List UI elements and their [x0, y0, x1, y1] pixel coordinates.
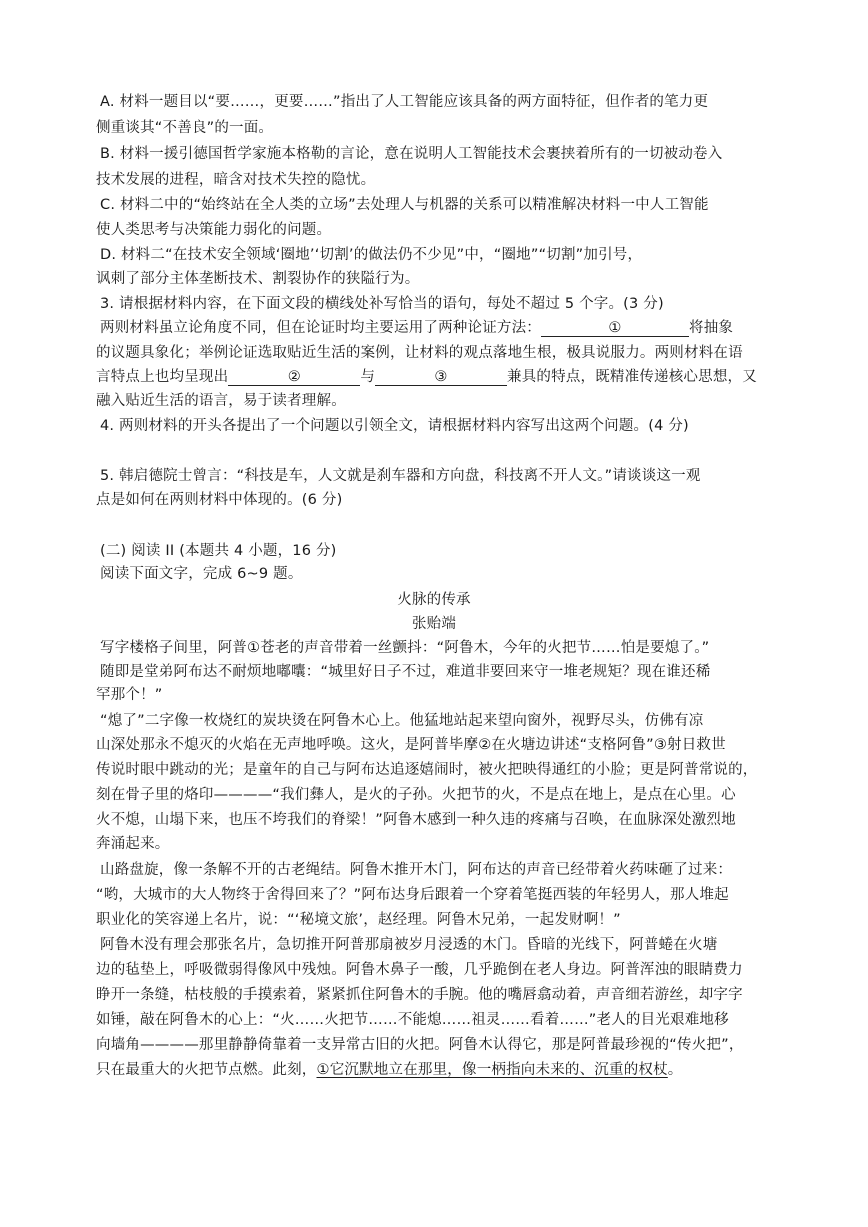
q3-paragraph-line-4: 融入贴近生活的语言，易于读者理解。 [96, 393, 346, 409]
article-author: 张贻端 [411, 616, 457, 632]
article-line-11: “哟，大城市的大人物终于舍得回来了？”阿布达身后跟着一个穿着笔挺西装的年轻男人，那人堆起 [96, 887, 729, 903]
q3-text-between-blanks: 与 [360, 369, 376, 385]
option-b-line-2: 技术发展的进程，暗含对技术失控的隐忧。 [96, 172, 376, 188]
q3-text-before-blank-2: 言特点上也均呈现出 [96, 369, 229, 385]
question-4: 4. 两则材料的开头各提出了一个问题以引领全文，请根据材料内容写出这两个问题。(4 分) [100, 418, 689, 434]
article-line-15: 睁开一条缝，枯枝般的手摸索着，紧紧抓住阿鲁木的手腕。他的嘴唇翕动着，声音细若游丝，却字字 [96, 987, 743, 1003]
option-b-line-1: B. 材料一援引德国哲学家施本格勒的言论，意在说明人工智能技术会裹挟着所有的一切被动卷入 [100, 146, 723, 162]
q3-paragraph-line-1 [100, 317, 800, 339]
underlined-sentence-1: ①它沉默地立在那里，像一柄指向未来的、沉重的权杖 [316, 1062, 668, 1078]
q3-paragraph-line-2: 的议题具象化；举例论证选取贴近生活的案例，让材料的观点落地生根，极具说服力。两则材料在语 [96, 345, 743, 361]
article-line-7: 刻在骨子里的烙印————“我们彝人，是火的子孙。火把节的火，不是点在地上，是点在心里。心 [96, 787, 736, 803]
article-line-5: 山深处那永不熄灭的火焰在无声地呼唤。这火，是阿普毕摩②在火塘边讲述“支格阿鲁”③射日救世 [96, 737, 726, 753]
fill-blank-1[interactable]: ① [541, 319, 689, 337]
option-a-line-1: A. 材料一题目以“要……，更要……”指出了人工智能应该具备的两方面特征，但作者的笔力更 [100, 94, 709, 110]
fill-blank-3[interactable]: ③ [375, 368, 507, 386]
option-a-line-2: 侧重谈其“不善良”的一面。 [96, 120, 274, 136]
option-c-line-1: C. 材料二中的“始终站在全人类的立场”去处理人与机器的关系可以精准解决材料一中人工智能 [100, 197, 709, 213]
question-3: 3. 请根据材料内容，在下面文段的横线处补写恰当的语句，每处不超过 5 个字。(3 分) [100, 296, 664, 312]
article-line-2: 随即是堂弟阿布达不耐烦地嘟囔：“城里好日子不过，难道非要回来守一堆老规矩？现在谁还稀 [100, 664, 711, 680]
question-5-line-1: 5. 韩启德院士曾言：“科技是车，人文就是刹车器和方向盘，科技离不开人文。”请谈谈这一观 [100, 468, 701, 484]
article-line-9: 奔涌起来。 [96, 836, 170, 852]
article-line-18 [96, 1059, 796, 1081]
article-line-6: 传说时眼中跳动的光；是童年的自己与阿布达追逐嬉闹时，被火把映得通红的小脸；更是阿普常说的， [96, 762, 758, 778]
q3-text-before-blank-1: 两则材料虽立论角度不同，但在论证时均主要运用了两种论证方法： [100, 320, 541, 336]
q3-text-after-blank-3: 兼具的特点，既精准传递核心思想，又 [507, 369, 757, 385]
section-instruction: 阅读下面文字，完成 6~9 题。 [100, 566, 303, 582]
article-line-1: 写字楼格子间里，阿普①苍老的声音带着一丝颤抖：“阿鲁木，今年的火把节……怕是要熄了。” [100, 640, 710, 656]
question-5-line-2: 点是如何在两则材料中体现的。(6 分) [96, 492, 343, 508]
article-line-12: 职业化的笑容递上名片，说：“‘秘境文旅’，赵经理。阿鲁木兄弟，一起发财啊！” [96, 912, 621, 928]
article-title: 火脉的传承 [397, 592, 471, 608]
option-d-line-2: 讽刺了部分主体垄断技术、割裂协作的狭隘行为。 [96, 271, 420, 287]
article-line-18-end: 。 [667, 1062, 683, 1078]
article-line-17: 向墙角————那里静静倚靠着一支异常古旧的火把。阿鲁木认得它，那是阿普最珍视的“传火把”， [96, 1037, 744, 1053]
q3-paragraph-line-3 [96, 366, 796, 388]
option-d-line-1: D. 材料二“在技术安全领域‘圈地’‘切割’的做法仍不少见”中，“圈地”“切割”加引号， [100, 247, 643, 263]
article-line-14: 边的毡垫上，呼吸微弱得像风中残烛。阿鲁木鼻子一酸，几乎跪倒在老人身边。阿普浑浊的眼睛费力 [96, 962, 743, 978]
article-line-13: 阿鲁木没有理会那张名片，急切推开阿普那扇被岁月浸透的木门。昏暗的光线下，阿普蜷在火塘 [100, 937, 718, 953]
q3-text-after-blank-1: 将抽象 [689, 320, 734, 336]
article-line-8: 火不熄，山塌下来，也压不垮我们的脊梁！”阿鲁木感到一种久违的疼痛与召唤，在血脉深处激烈地 [96, 812, 736, 828]
fill-blank-2[interactable]: ② [228, 368, 360, 386]
section-heading: (二) 阅读 II (本题共 4 小题，16 分) [100, 543, 337, 559]
article-line-3: 罕那个！” [96, 687, 163, 703]
article-line-18-text: 只在最重大的火把节点燃。此刻， [96, 1062, 317, 1078]
article-line-4: “熄了”二字像一枚烧红的炭块烫在阿鲁木心上。他猛地站起来望向窗外，视野尽头，仿佛有凉 [100, 713, 704, 729]
option-c-line-2: 使人类思考与决策能力弱化的问题。 [96, 222, 332, 238]
article-line-10: 山路盘旋，像一条解不开的古老绳结。阿鲁木推开木门，阿布达的声音已经带着火药味砸了过来： [100, 862, 733, 878]
article-line-16: 如锤，敲在阿鲁木的心上：“火……火把节……不能熄……祖灵……看着……”老人的目光艰难地移 [96, 1012, 729, 1028]
